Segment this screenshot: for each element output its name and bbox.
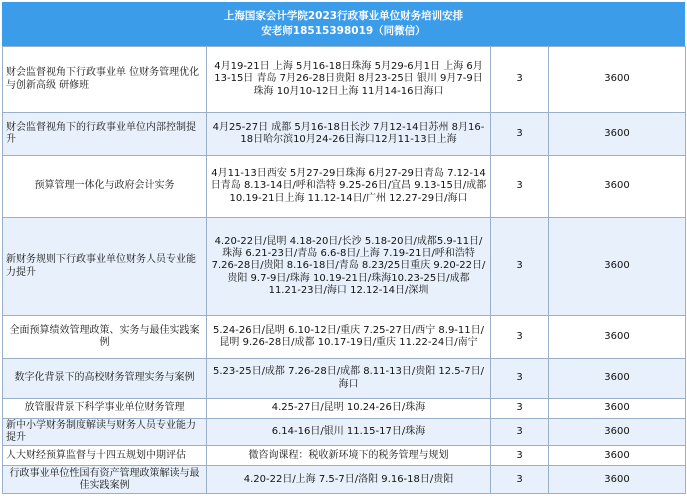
schedule: 4月19-21日 上海 5月16-18日珠海 5月29-6月1日 上海 6月13-15日 青岛 7月26-28日贵阳 8月23-25日 银川 9月7-9日珠海 10月10-12日上海 11月14-16日海口 bbox=[207, 47, 491, 113]
course-name: 财会监督视角下行政事业单 位财务管理优化与创新高级 研修班 bbox=[3, 47, 207, 113]
days: 3 bbox=[491, 399, 549, 419]
schedule: 4.20-22日/昆明 4.18-20日/长沙 5.18-20日/成都5.9-11日/珠海 6.21-23日/青岛 6.6-8日/上海 7.19-21日/呼和浩特7.26-28日/贵阳 8.16-18日/青岛 8.23/25日重庆 9.20-22日/贵阳 9.7-9日/珠海 10.19-21日/珠海10.23-25日/成都 11.21-23日/海口 12.12-14日/深圳 bbox=[207, 218, 491, 316]
page-title: 上海国家会计学院2023行政事业单位财务培训安排 bbox=[223, 10, 464, 22]
header-banner bbox=[2, 2, 685, 46]
days: 3 bbox=[491, 47, 549, 113]
table-row bbox=[3, 156, 686, 218]
schedule: 4.20-22日/上海 7.5-7日/洛阳 9.16-18日/贵阳 bbox=[207, 466, 491, 494]
table-row bbox=[3, 419, 686, 446]
fee: 3600 bbox=[549, 316, 686, 359]
fee: 3600 bbox=[549, 218, 686, 316]
days: 3 bbox=[491, 316, 549, 359]
schedule: 6.14-16日/银川 11.15-17日/珠海 bbox=[207, 419, 491, 446]
days: 3 bbox=[491, 218, 549, 316]
schedule: 5.24-26日/昆明 6.10-12日/重庆 7.25-27日/西宁 8.9-11日/昆明 9.26-28日/成都 10.17-19日/重庆 11.22-24日/南宁 bbox=[207, 316, 491, 359]
fee: 3600 bbox=[549, 419, 686, 446]
days: 3 bbox=[491, 446, 549, 466]
course-name: 行政事业单位性国有资产管理政策解读与最佳实践案例 bbox=[3, 466, 207, 494]
table-row bbox=[3, 316, 686, 359]
fee: 3600 bbox=[549, 47, 686, 113]
schedule: 微咨询课程：税收新环境下的税务管理与规划 bbox=[207, 446, 491, 466]
schedule: 4月11-13日西安 5月27-29日珠海 6月27-29日青岛 7.12-14日青岛 8.13-14日/呼和浩特 9.25-26日/宜昌 9.13-15日/成都 10.19-21日上海 11.12-14日/广州 12.27-29日/海口 bbox=[207, 156, 491, 218]
fee: 3600 bbox=[549, 156, 686, 218]
days: 3 bbox=[491, 156, 549, 218]
fee: 3600 bbox=[549, 466, 686, 494]
days: 3 bbox=[491, 419, 549, 446]
course-name: 财会监督视角下的行政事业单位内部控制提升 bbox=[3, 113, 207, 156]
table-row bbox=[3, 113, 686, 156]
fee: 3600 bbox=[549, 359, 686, 399]
days: 3 bbox=[491, 359, 549, 399]
course-name: 预算管理一体化与政府会计实务 bbox=[3, 156, 207, 218]
course-name: 全面预算绩效管理政策、实务与最佳实践案例 bbox=[3, 316, 207, 359]
course-name: 新中小学财务制度解读与财务人员专业能力提升 bbox=[3, 419, 207, 446]
course-name: 人大财经预算监督与十四五规划中期评估 bbox=[3, 446, 207, 466]
days: 3 bbox=[491, 466, 549, 494]
table-row bbox=[3, 47, 686, 113]
schedule: 5.23-25日/成都 7.26-28日/成都 8.11-13日/贵阳 12.5-7日/海口 bbox=[207, 359, 491, 399]
schedule: 4月25-27日 成都 5月16-18日长沙 7月12-14日苏州 8月16-18日哈尔滨10月24-26日海口12月11-13日上海 bbox=[207, 113, 491, 156]
contact-line: 安老师18515398019（同微信） bbox=[261, 25, 426, 37]
table-row bbox=[3, 446, 686, 466]
table-row bbox=[3, 359, 686, 399]
table-row bbox=[3, 466, 686, 494]
fee: 3600 bbox=[549, 399, 686, 419]
course-name: 新财务规则下行政事业单位财务人员专业能力提升 bbox=[3, 218, 207, 316]
fee: 3600 bbox=[549, 446, 686, 466]
days: 3 bbox=[491, 113, 549, 156]
training-table bbox=[2, 46, 686, 494]
schedule: 4.25-27日/昆明 10.24-26日/珠海 bbox=[207, 399, 491, 419]
table-row bbox=[3, 218, 686, 316]
table-row bbox=[3, 399, 686, 419]
course-name: 放管服背景下科学事业单位财务管理 bbox=[3, 399, 207, 419]
fee: 3600 bbox=[549, 113, 686, 156]
course-name: 数字化背景下的高校财务管理实务与案例 bbox=[3, 359, 207, 399]
